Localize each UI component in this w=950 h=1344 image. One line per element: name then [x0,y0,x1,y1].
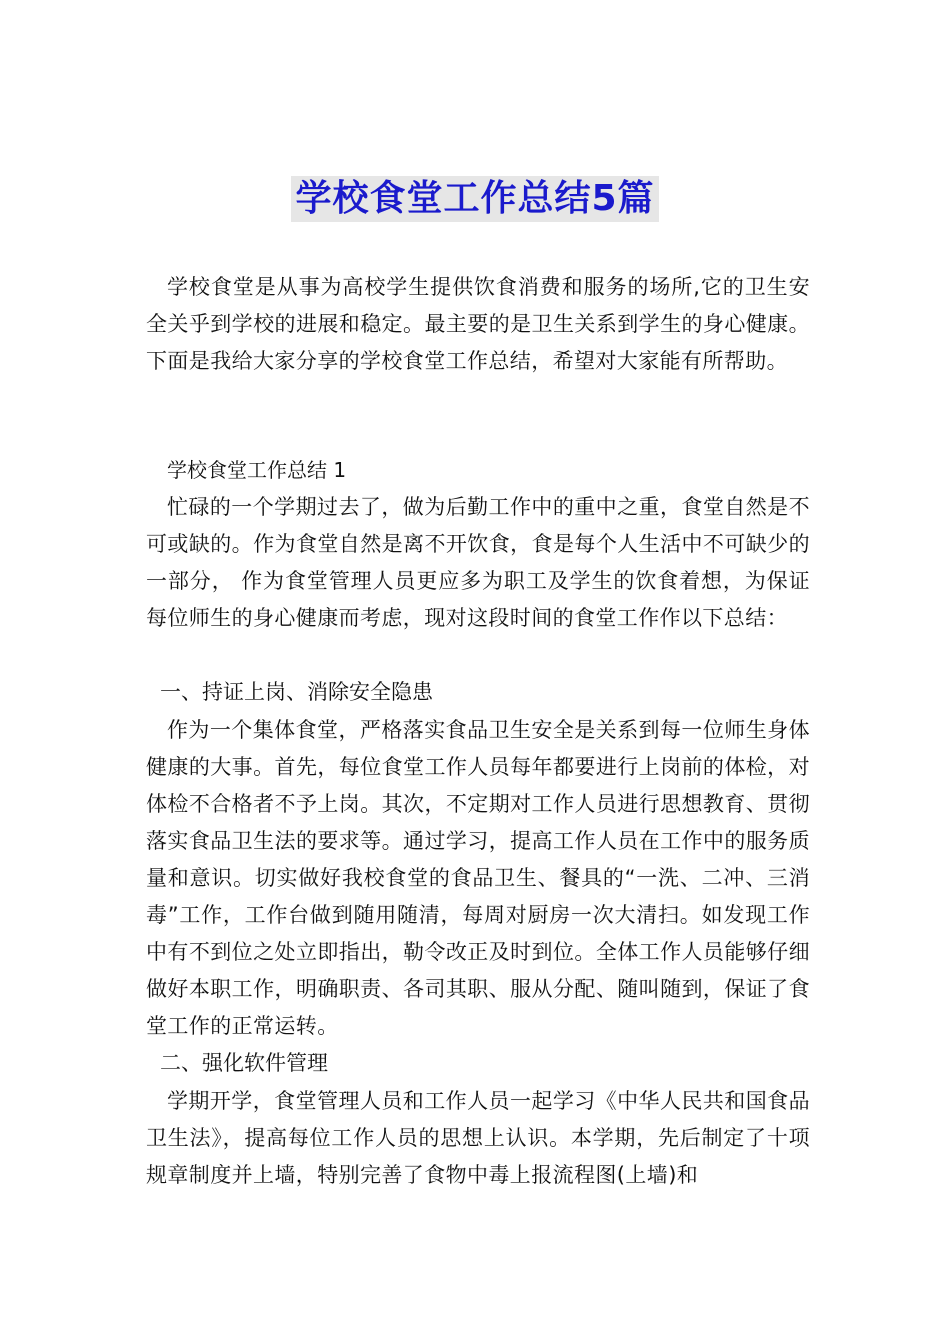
section-paragraph: 作为一个集体食堂，严格落实食品卫生安全是关系到每一位师生身体健康的大事。首先，每位食堂工作人员每年都要进行上岗前的体检，对体检不合格者不予上岗。其次，不定期对工作人员进行思想教育、贯彻落实食品卫生法的要求等。通过学习，提高工作人员在工作中的服务质量和意识。切实做好我校食堂的食品卫生、餐具的“一洗、二冲、三消毒”工作，工作台做到随用随清，每周对厨房一次大清扫。如发现工作中有不到位之处立即指出，勒令改正及时到位。全体工作人员能够仔细做好本职工作，明确职责、各司其职、服从分配、随叫随到，保证了食堂工作的正常运转。 [146,718,810,1038]
section-paragraph: 学期开学，食堂管理人员和工作人员一起学习《中华人民共和国食品卫生法》，提高每位工作人员的思想上认识。本学期，先后制定了十项规章制度并上墙，特别完善了食物中毒上报流程图(上墙)和 [146,1089,810,1187]
subsection-heading: 二、强化软件管理 [160,1051,328,1075]
subsection-heading: 一、持证上岗、消除安全隐患 [160,680,433,704]
document-title: 学校食堂工作总结5篇 [291,176,658,222]
section-paragraph: 忙碌的一个学期过去了，做为后勤工作中的重中之重，食堂自然是不可或缺的。作为食堂自然是离不开饮食，食是每个人生活中不可缺少的一部分， 作为食堂管理人员更应多为职工及学生的饮食着想，为保证每位师生的身心健康而考虑，现对这段时间的食堂工作作以下总结： [146,495,810,630]
title-container [0,176,950,222]
section-heading: 学校食堂工作总结 1 [167,458,347,482]
intro-paragraph: 学校食堂是从事为高校学生提供饮食消费和服务的场所,它的卫生安全关乎到学校的进展和稳定。最主要的是卫生关系到学生的身心健康。下面是我给大家分享的学校食堂工作总结，希望对大家能有所帮助。 [146,275,810,373]
